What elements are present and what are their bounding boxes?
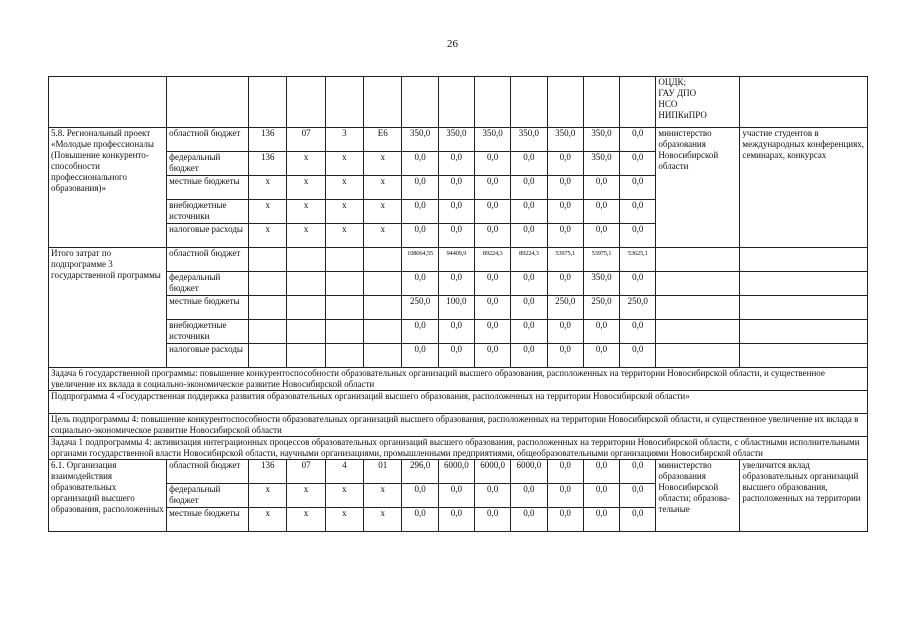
value-cell: 0,0 xyxy=(547,320,583,344)
code-cell: x xyxy=(287,224,325,248)
value-cell: 89224,3 xyxy=(475,248,511,272)
measure-name: 6.1. Организация взаимодействия образовательных организаций высшего образования, расположенных xyxy=(49,460,167,532)
value-cell: 0,0 xyxy=(475,508,511,532)
funding-source: местные бюджеты xyxy=(167,508,249,532)
code-cell: x xyxy=(287,152,325,176)
value-cell: 0,0 xyxy=(583,224,619,248)
value-cell: 350,0 xyxy=(583,128,619,152)
value-cell: 350,0 xyxy=(583,272,619,296)
value-cell: 0,0 xyxy=(402,224,438,248)
value-cell: 0,0 xyxy=(475,224,511,248)
empty-cell xyxy=(511,77,547,128)
measure-name: Итого затрат по подпрограмме 3 государственной программы xyxy=(49,248,167,368)
code-cell: x xyxy=(325,176,363,200)
value-cell: 0,0 xyxy=(547,200,583,224)
empty-cell xyxy=(287,296,325,320)
value-cell: 0,0 xyxy=(620,176,656,200)
code-cell: x xyxy=(249,200,287,224)
code-cell: Е6 xyxy=(364,128,402,152)
table-row xyxy=(49,320,868,344)
code-cell: 07 xyxy=(287,128,325,152)
value-cell: 0,0 xyxy=(511,484,547,508)
empty-cell xyxy=(475,77,511,128)
table-row xyxy=(49,272,868,296)
value-cell: 0,0 xyxy=(511,320,547,344)
empty-cell xyxy=(325,296,363,320)
value-cell: 0,0 xyxy=(438,508,474,532)
code-cell: x xyxy=(364,176,402,200)
value-cell: 0,0 xyxy=(547,508,583,532)
value-cell: 350,0 xyxy=(547,128,583,152)
value-cell: 0,0 xyxy=(620,272,656,296)
value-cell: 0,0 xyxy=(583,320,619,344)
empty-cell xyxy=(287,344,325,368)
empty-cell xyxy=(364,272,402,296)
empty-cell xyxy=(656,320,740,344)
page-number: 26 xyxy=(447,38,458,50)
funding-source: местные бюджеты xyxy=(167,176,249,200)
value-cell: 0,0 xyxy=(583,200,619,224)
value-cell: 0,0 xyxy=(620,508,656,532)
value-cell: 0,0 xyxy=(438,272,474,296)
empty-cell xyxy=(249,77,287,128)
task-heading: Задача 1 подпрограммы 4: активизация интеграционных процессов образовательных организаций высшего образования, расположенных на территории Новосибирской области, с областными исполнительными органами государственной власти Новосибирской области, научными организациями, промышленными предприятиями, общеобразовательными организациями Новосибирской области xyxy=(49,437,868,460)
code-cell: 07 xyxy=(287,460,325,484)
empty-cell xyxy=(583,77,619,128)
value-cell: 0,0 xyxy=(583,460,619,484)
code-cell: x xyxy=(249,508,287,532)
empty-cell xyxy=(249,272,287,296)
value-cell: 0,0 xyxy=(438,200,474,224)
code-cell: x xyxy=(325,200,363,224)
value-cell: 94409,9 xyxy=(438,248,474,272)
value-cell: 0,0 xyxy=(511,344,547,368)
value-cell: 0,0 xyxy=(547,152,583,176)
table-row xyxy=(49,248,868,272)
value-cell: 0,0 xyxy=(475,200,511,224)
value-cell: 0,0 xyxy=(620,224,656,248)
value-cell: 0,0 xyxy=(475,344,511,368)
empty-cell xyxy=(438,77,474,128)
value-cell: 0,0 xyxy=(402,200,438,224)
code-cell: x xyxy=(287,200,325,224)
value-cell: 250,0 xyxy=(620,296,656,320)
code-cell: x xyxy=(364,508,402,532)
code-cell: x xyxy=(249,484,287,508)
empty-cell xyxy=(249,296,287,320)
value-cell: 0,0 xyxy=(547,224,583,248)
goal-heading: Цель подпрограммы 4: повышение конкурентоспособности образовательных организаций высшего образования, расположенных на территории Новосибирской области, и существенное увеличение их вклада в социально-экономическое развитие Новосибирской области xyxy=(49,414,868,437)
code-cell: x xyxy=(249,224,287,248)
value-cell: 350,0 xyxy=(475,128,511,152)
table-row xyxy=(49,460,868,484)
value-cell: 0,0 xyxy=(402,320,438,344)
empty-cell xyxy=(325,272,363,296)
empty-cell xyxy=(402,77,438,128)
value-cell: 0,0 xyxy=(547,272,583,296)
value-cell: 0,0 xyxy=(402,152,438,176)
code-cell: x xyxy=(325,484,363,508)
funding-source: федеральный бюджет xyxy=(167,152,249,176)
value-cell: 108064,55 xyxy=(402,248,438,272)
value-cell: 250,0 xyxy=(402,296,438,320)
value-cell: 0,0 xyxy=(511,200,547,224)
value-cell: 0,0 xyxy=(511,508,547,532)
value-cell: 350,0 xyxy=(402,128,438,152)
empty-cell xyxy=(656,344,740,368)
empty-cell xyxy=(287,248,325,272)
value-cell: 0,0 xyxy=(583,344,619,368)
value-cell: 0,0 xyxy=(402,272,438,296)
code-cell: x xyxy=(364,152,402,176)
code-cell: 01 xyxy=(364,460,402,484)
value-cell: 53975,1 xyxy=(583,248,619,272)
table-row xyxy=(49,344,868,368)
value-cell: 0,0 xyxy=(438,484,474,508)
table-row xyxy=(49,128,868,152)
value-cell: 89224,3 xyxy=(511,248,547,272)
value-cell: 0,0 xyxy=(620,128,656,152)
value-cell: 0,0 xyxy=(475,320,511,344)
value-cell: 6000,0 xyxy=(475,460,511,484)
table-row xyxy=(49,296,868,320)
empty-cell xyxy=(364,296,402,320)
funding-source: налоговые расходы xyxy=(167,224,249,248)
value-cell: 0,0 xyxy=(438,320,474,344)
table-row xyxy=(49,391,868,414)
value-cell: 0,0 xyxy=(475,272,511,296)
value-cell: 0,0 xyxy=(511,152,547,176)
funding-source: областной бюджет xyxy=(167,248,249,272)
program-table xyxy=(48,76,868,532)
funding-source: областной бюджет xyxy=(167,128,249,152)
empty-cell xyxy=(364,320,402,344)
code-cell: x xyxy=(325,152,363,176)
executor-cell: ОЦДК; ГАУ ДПО НСО НИПКиПРО xyxy=(656,77,740,128)
funding-source: федеральный бюджет xyxy=(167,272,249,296)
empty-cell xyxy=(620,77,656,128)
value-cell: 0,0 xyxy=(438,344,474,368)
value-cell: 0,0 xyxy=(547,460,583,484)
empty-cell xyxy=(740,272,868,296)
empty-cell xyxy=(547,77,583,128)
value-cell: 0,0 xyxy=(583,176,619,200)
value-cell: 0,0 xyxy=(511,296,547,320)
value-cell: 0,0 xyxy=(620,484,656,508)
value-cell: 0,0 xyxy=(547,344,583,368)
empty-cell xyxy=(249,344,287,368)
value-cell: 0,0 xyxy=(438,224,474,248)
value-cell: 0,0 xyxy=(475,176,511,200)
empty-cell xyxy=(325,77,363,128)
empty-cell xyxy=(249,320,287,344)
code-cell: x xyxy=(364,484,402,508)
empty-cell xyxy=(656,248,740,272)
value-cell: 250,0 xyxy=(547,296,583,320)
value-cell: 350,0 xyxy=(511,128,547,152)
value-cell: 0,0 xyxy=(475,296,511,320)
funding-source: областной бюджет xyxy=(167,460,249,484)
subprogram-heading: Подпрограмма 4 «Государственная поддержка развития образовательных организаций высшего образования, расположенных на территории Новосибирской области» xyxy=(49,391,868,414)
code-cell: x xyxy=(287,484,325,508)
table-row xyxy=(49,77,868,128)
empty-cell xyxy=(740,77,868,128)
empty-cell xyxy=(287,77,325,128)
value-cell: 250,0 xyxy=(583,296,619,320)
empty-cell xyxy=(325,344,363,368)
value-cell: 0,0 xyxy=(438,152,474,176)
empty-cell xyxy=(49,77,167,128)
code-cell: 136 xyxy=(249,460,287,484)
executor-cell: министерство образования Новосибирской области xyxy=(656,128,740,248)
empty-cell xyxy=(656,272,740,296)
value-cell: 0,0 xyxy=(402,344,438,368)
value-cell: 0,0 xyxy=(620,200,656,224)
code-cell: x xyxy=(287,176,325,200)
table-row xyxy=(49,437,868,460)
value-cell: 0,0 xyxy=(511,176,547,200)
value-cell: 6000,0 xyxy=(511,460,547,484)
empty-cell xyxy=(656,296,740,320)
value-cell: 0,0 xyxy=(620,152,656,176)
value-cell: 100,0 xyxy=(438,296,474,320)
value-cell: 0,0 xyxy=(402,176,438,200)
empty-cell xyxy=(740,344,868,368)
table-row xyxy=(49,368,868,391)
code-cell: x xyxy=(325,224,363,248)
value-cell: 53975,1 xyxy=(547,248,583,272)
funding-source: налоговые расходы xyxy=(167,344,249,368)
empty-cell xyxy=(167,77,249,128)
value-cell: 0,0 xyxy=(583,508,619,532)
result-cell: участие студентов в международных конференциях, семинарах, конкурсах xyxy=(740,128,868,248)
code-cell: x xyxy=(249,176,287,200)
code-cell: x xyxy=(364,224,402,248)
value-cell: 53625,1 xyxy=(620,248,656,272)
code-cell: 4 xyxy=(325,460,363,484)
value-cell: 0,0 xyxy=(547,484,583,508)
value-cell: 0,0 xyxy=(511,224,547,248)
empty-cell xyxy=(287,320,325,344)
value-cell: 0,0 xyxy=(583,484,619,508)
empty-cell xyxy=(325,248,363,272)
task-heading: Задача 6 государственной программы: повышение конкурентоспособности образовательных организаций высшего образования, расположенных на территории Новосибирской области, и существенное увеличение их вклада в социально-экономическое развитие Новосибирской области xyxy=(49,368,868,391)
executor-cell: министерство образования Новосибирской области; образова-тельные xyxy=(656,460,740,532)
measure-name: 5.8. Региональный проект «Молодые профессионалы (Повышение конкуренто-способности профессионального образования)» xyxy=(49,128,167,248)
empty-cell xyxy=(740,248,868,272)
value-cell: 0,0 xyxy=(402,484,438,508)
code-cell: x xyxy=(364,200,402,224)
funding-source: местные бюджеты xyxy=(167,296,249,320)
value-cell: 0,0 xyxy=(547,176,583,200)
empty-cell xyxy=(287,272,325,296)
value-cell: 6000,0 xyxy=(438,460,474,484)
empty-cell xyxy=(325,320,363,344)
value-cell: 0,0 xyxy=(620,344,656,368)
result-cell: увеличится вклад образовательных организаций высшего образования, расположенных на территории xyxy=(740,460,868,532)
empty-cell xyxy=(364,344,402,368)
value-cell: 0,0 xyxy=(475,152,511,176)
code-cell: x xyxy=(287,508,325,532)
code-cell: 136 xyxy=(249,128,287,152)
empty-cell xyxy=(740,296,868,320)
code-cell: 136 xyxy=(249,152,287,176)
value-cell: 0,0 xyxy=(620,460,656,484)
empty-cell xyxy=(249,248,287,272)
empty-cell xyxy=(740,320,868,344)
funding-source: федеральный бюджет xyxy=(167,484,249,508)
code-cell: x xyxy=(325,508,363,532)
value-cell: 350,0 xyxy=(583,152,619,176)
table-row xyxy=(49,414,868,437)
value-cell: 296,0 xyxy=(402,460,438,484)
value-cell: 0,0 xyxy=(620,320,656,344)
value-cell: 0,0 xyxy=(438,176,474,200)
value-cell: 0,0 xyxy=(511,272,547,296)
empty-cell xyxy=(364,77,402,128)
value-cell: 0,0 xyxy=(402,508,438,532)
value-cell: 350,0 xyxy=(438,128,474,152)
value-cell: 0,0 xyxy=(475,484,511,508)
code-cell: 3 xyxy=(325,128,363,152)
funding-source: внебюджетные источники xyxy=(167,200,249,224)
empty-cell xyxy=(364,248,402,272)
funding-source: внебюджетные источники xyxy=(167,320,249,344)
